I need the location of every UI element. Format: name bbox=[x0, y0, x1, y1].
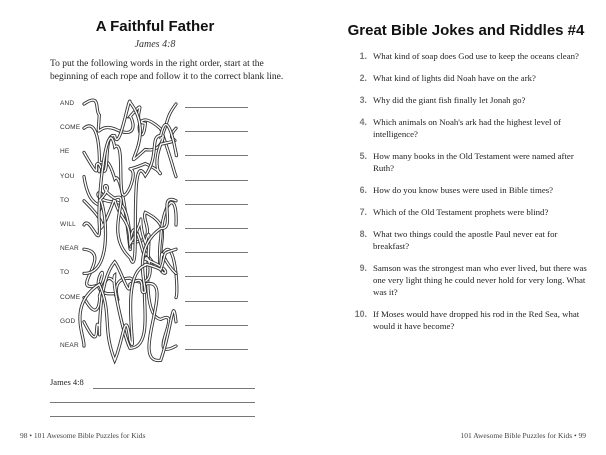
maze-word: GOD bbox=[60, 317, 76, 325]
riddle-item bbox=[352, 50, 592, 62]
riddle-list bbox=[352, 50, 592, 342]
maze-word: NEAR bbox=[60, 245, 79, 253]
maze-word: COME bbox=[60, 293, 81, 301]
maze-word: TO bbox=[60, 269, 70, 277]
riddle-item bbox=[352, 184, 592, 196]
verse-answer-line bbox=[93, 388, 255, 389]
riddle-number: 5. bbox=[359, 151, 367, 161]
riddle-text: If Moses would have dropped his rod in the Red Sea, what would it have become? bbox=[373, 309, 580, 331]
rope-maze-illustration bbox=[0, 0, 300, 455]
maze-word: YOU bbox=[60, 172, 75, 180]
riddle-number: 1. bbox=[359, 51, 367, 61]
puzzle-title: A Faithful Father bbox=[95, 18, 215, 35]
maze-word: COME bbox=[60, 124, 81, 132]
riddle-text: Why did the giant fish finally let Jonah go? bbox=[373, 95, 526, 105]
riddle-number: 3. bbox=[359, 95, 367, 105]
riddle-text: What kind of soap does God use to keep the oceans clean? bbox=[373, 51, 579, 61]
riddle-number: 2. bbox=[359, 73, 367, 83]
riddle-item bbox=[352, 94, 592, 106]
maze-word: TO bbox=[60, 196, 70, 204]
verse-label: James 4:8 bbox=[50, 377, 84, 387]
riddle-text: Samson was the strongest man who ever lived, but there was one very light thing he could never hold for very long. What was it? bbox=[373, 263, 587, 297]
riddle-text: How many books in the Old Testament were named after Ruth? bbox=[373, 151, 574, 173]
riddle-item bbox=[352, 262, 592, 298]
riddle-item bbox=[352, 206, 592, 218]
riddle-number: 4. bbox=[359, 117, 367, 127]
maze-word: AND bbox=[60, 100, 75, 107]
maze-word: HE bbox=[60, 148, 70, 156]
riddle-number: 9. bbox=[359, 263, 367, 273]
riddle-item bbox=[352, 308, 592, 332]
puzzle-instructions: To put the following words in the right order, start at the beginning of each rope and follow it to the correct blank line. bbox=[50, 59, 284, 82]
verse-answer-line bbox=[50, 416, 255, 417]
maze-word: WILL bbox=[60, 221, 76, 228]
riddle-item bbox=[352, 72, 592, 84]
riddles-title: Great Bible Jokes and Riddles #4 bbox=[347, 22, 585, 39]
riddle-number: 8. bbox=[359, 229, 367, 239]
riddle-text: What kind of lights did Noah have on the ark? bbox=[373, 73, 536, 83]
riddle-number: 7. bbox=[359, 207, 367, 217]
maze-word: NEAR bbox=[60, 342, 79, 349]
riddle-text: What two things could the apostle Paul never eat for breakfast? bbox=[373, 229, 558, 251]
puzzle-reference: James 4:8 bbox=[134, 39, 176, 50]
verse-answer-line bbox=[50, 402, 255, 403]
page-footer-left: 98 • 101 Awesome Bible Puzzles for Kids bbox=[20, 431, 146, 440]
riddle-text: How do you know buses were used in Bible times? bbox=[373, 185, 554, 195]
riddle-text: Which animals on Noah's ark had the highest level of intelligence? bbox=[373, 117, 561, 139]
page-footer-right: 101 Awesome Bible Puzzles for Kids • 99 bbox=[460, 431, 586, 440]
riddle-item bbox=[352, 150, 592, 174]
riddle-number: 10. bbox=[354, 309, 367, 319]
riddle-text: Which of the Old Testament prophets were blind? bbox=[373, 207, 549, 217]
riddle-number: 6. bbox=[359, 185, 367, 195]
riddle-item bbox=[352, 116, 592, 140]
riddle-item bbox=[352, 228, 592, 252]
left-page bbox=[0, 0, 300, 455]
